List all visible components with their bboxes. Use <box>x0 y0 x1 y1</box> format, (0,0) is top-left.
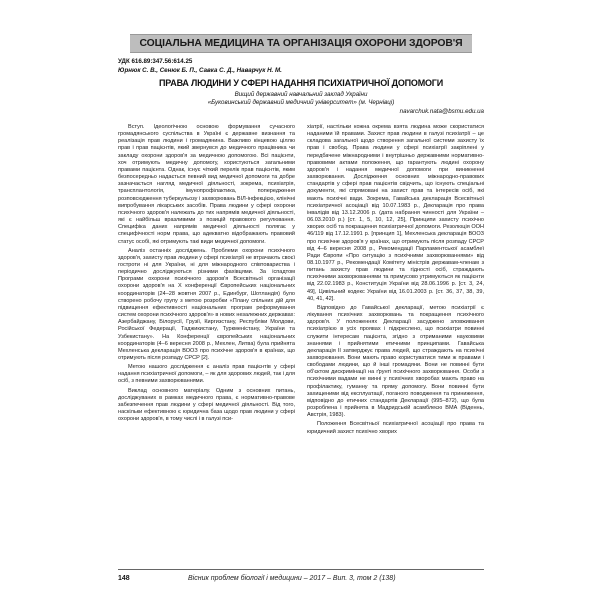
paragraph-introduction: Вступ. Ідеологічною основою формування сучасного громадянського суспільства в Україні є державне визнання та реалізація прав людини і громадянина. Важливо кінцевою ціллю прав і прав пацієнтів, який звернувся до медичного працівника чи закладу охорони здоров'я за медичною допомогою. Всі пацієнти, хоч отримують медичну допомогу, користуються загальними правами пацієнта. Однак, існує чіткий перелік прав пацієнтів, яким безпосередньо надається певний вид медичної допомоги та добре зазначається нагляд медичної діяльності, зокрема, психіатрія, трансплантологія, імунопрофілактика, попередження розповсюдження туберкульозу і захворювань ВІЛ-інфекцією, клінічні випробування лікарських засобів. Права людини у сфері охорони психічного здоров'я належать до тих напрямів медичної діяльності, які є найбільш вразливими з позицій правового регулювання. Специфіка даних напрямів медичної діяльності полягає у специфічності норм права, що адекватно відображають правовий статус особі, які отримують такі види медичної допомоги. <box>118 124 295 245</box>
section-header <box>130 34 472 53</box>
journal-citation: Вісник проблем біології і медицини – 2017 – Вип. 3, том 2 (138) <box>188 575 396 582</box>
affiliation-line-2: «Буковинський державний медичний університет» (м. Чернівці) <box>207 99 395 106</box>
article-title: ПРАВА ЛЮДИНИ У СФЕРІ НАДАННЯ ПСИХІАТРИЧНОЇ ДОПОМОГИ <box>159 78 443 88</box>
authors: Юрнюк С. В., Сенюк Б. П., Савка С. Д., Наварчук Н. М. <box>118 67 282 74</box>
udc-code: УДК 616.89:347.56:614.25 <box>118 58 193 65</box>
right-column <box>307 124 484 436</box>
paragraph-recent-research: Аналіз останніх досліджень. Проблеми охорони психічного здоров'я, захисту прав людини у сфері психіатрії не втрачають своєї гостроти ні для України, ні для міжнародного співтовариства і періодично досліджуються різними фахівцями. За іспадтом Програми охорони психічного здоров'я Всесвітньої організації охорони здоров'я на X конференції Європейських національних координаторів (24–28 жовтня 2007 р., Единбург, Шотландія) було створено робочу групу з метою розробки «Плану спільних дій для підвищення ефективності національних програм реформування систем охорони психічного здоров'я» в нових незалежних державах: Азербайджану, Білорусії, Грузії, Киргизстану, Республіки Молдови, Російської Федерації, Таджикистану, Туркменістану, України та Узбекистану». На Конференції європейських національних координаторів (4–6 вересня 2008 р., Мехлен, Литва) була прийнята Мехленська декларація ВООЗ про психічне здоров'я в країнах, що отримують після розпаду СРСР [2]. <box>118 247 295 361</box>
paragraph-hawaii-declaration: Відповідно до Гавайської декларації, метою психіатрії є лікування психічних захворювань та покращення психічного здоров'я. У положеннях Декларації засуджено зловживання психіатрією в усіх проявах і підкреслено, що психіатри повинні служити інтересам пацієнта, згідно з отриманими науковими знаннями і прийнятими етичними принципами. Гавайська декларація II затверджує права людей, що страждають на психічні захворювання. Вони мають право користуватися тими ж правами і свободами людини, що й інші громадяни. Вони не повинні бути об'єктом дискримінації на ґрунті психічного захворювання. Особи з психічними вадами не винні у психічних хворобах мають право на профілактику, гуманну та пряму допомогу. Вони повинні бути захищеними від експлуатації, поганого поводження та приниження, відповідно до етичних стандартів Декларації (995–872), що була розроблена і прийнята в Мадридській асамблеєю ВМА (Віденнь, Австрія, 1983). <box>307 304 484 419</box>
paragraph-continuation: хіатрії, настільки кожна окрема взята людина може скористатися наданими їй правами. Захист прав людини в галузі психіатрії – це складова загальної щодо створення загальної системи захисту їх прав і свобод. Права людини у сфері психіатрії закріплені у передбачене міжнародними і внутрішньо державними нормативно-правовими актами положення, що гарантують людині охорону здоров'я і надання медичної допомоги при виникненні захворювання. Дослідження основних міжнародно-правових стандартів у сфері прав пацієнтів свідчить, що існують спеціальні документи, які спрямовані на захист прав та інтересів осіб, які мають психічні вади. Зокрема, Гавайська декларація Всесвітньої психіатричної асоціації від 10.07.1983 р., Декларація про права інвалідів від 13.12.2006 р. (дата набрання чинності для України – 06.03.2010 р.) [ст. 1, 5, 10, 12, 25], Принципи захисту психічно хворих осіб та покращення психіатричної допомоги. Резолюція ООН 46/119 від 17.12.1991 р. [принцип 1], Мехленська декларація ВООЗ про психічне здоров'я у країнах, що отримують після розпаду СРСР від 4–6 вересня 2008 р., Рекомендації Парламентської асамблеї Ради Європи «Про ситуацію з психічними захворюваннями» від 08.10.1977 р., Рекомендації Комітету міністрів державам-членам з питань захисту прав людини та гідності осіб, страждають психічними захворюваннями та примусово утримуються як пацієнти від 22.02.1983 р., Конституція України від 28.06.1996 р. [ст. 3, 24, 49], Цивільний кодекс України від 16.01.2003 р. [ст. 36, 37, 38, 39, 40, 41, 42]. <box>307 124 484 302</box>
affiliation-line-1: Вищий державний навчальний заклад України <box>234 91 368 98</box>
footer-divider <box>118 569 484 570</box>
left-column <box>118 124 295 423</box>
paragraph-wpa-position: Положення Всесвітньої психіатричної асоціації про права та юридичний захист психічно хворих <box>307 421 484 435</box>
page-number: 148 <box>118 575 130 582</box>
author-email[interactable]: navarchuk.nata@bsmu.edu.ua <box>399 108 484 115</box>
paragraph-aim: Метою нашого дослідження є аналіз прав пацієнтів у сфері надання психіатричної допомоги, – як для здорових людей, так і для осіб, з певними захворюваннями. <box>118 364 295 385</box>
paragraph-main-material: Виклад основного матеріалу. Одним з основних питань, досліджуваних в рамках медичного права, є нормативно-правове забезпечення прав людини у сфері медичної діяльності. Від того, наскільки ефективною є юридична база щодо прав людини у сфері охорони здоров'я, в тому числі і в галузі пси- <box>118 387 295 423</box>
section-title: СОЦІАЛЬНА МЕДИЦИНА ТА ОРГАНІЗАЦІЯ ОХОРОНИ ЗДОРОВ'Я <box>139 38 463 49</box>
